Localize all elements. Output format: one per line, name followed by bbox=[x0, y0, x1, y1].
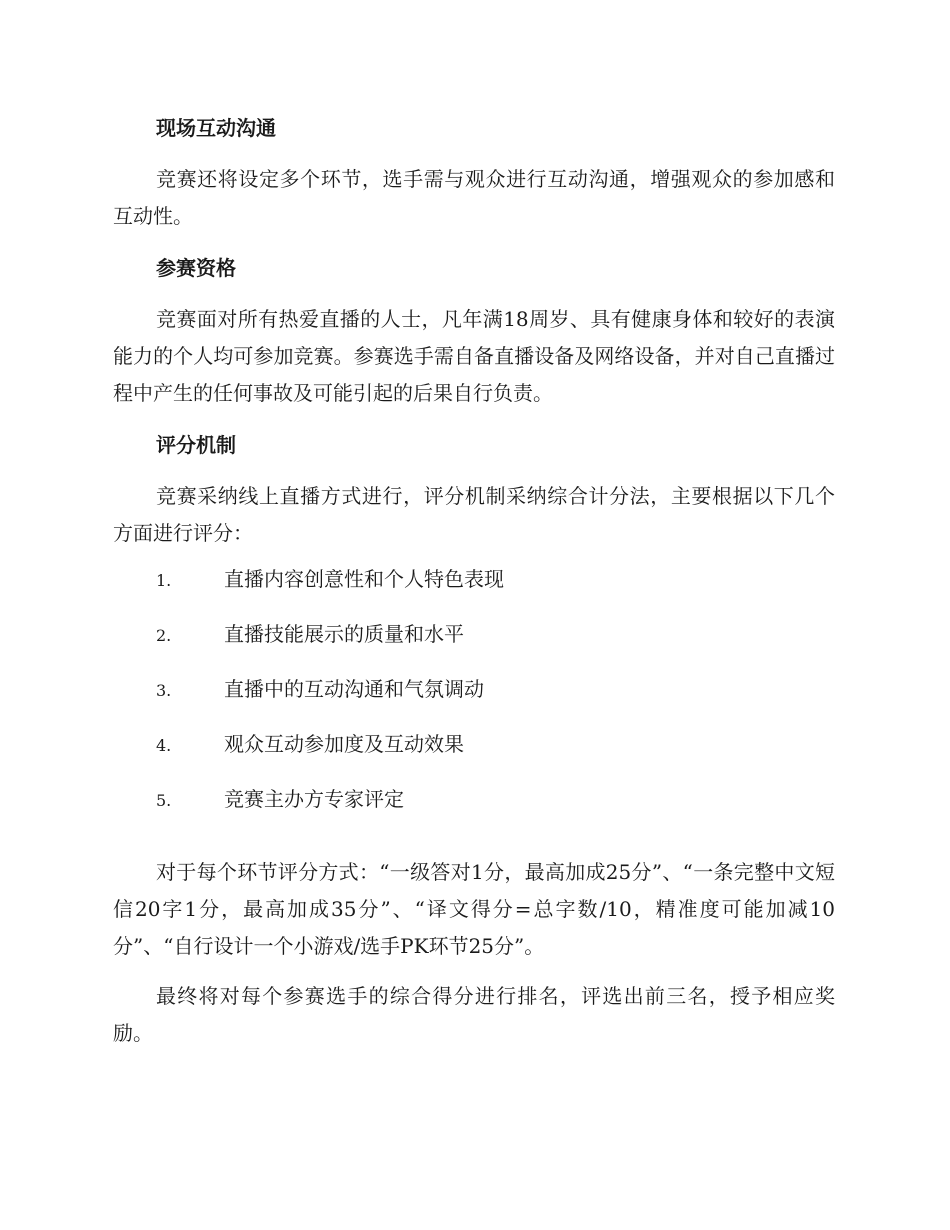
list-item-text: 直播内容创意性和个人特色表现 bbox=[224, 567, 504, 591]
list-item-text: 竞赛主办方专家评定 bbox=[224, 787, 404, 811]
list-item bbox=[113, 675, 835, 730]
list-item bbox=[113, 730, 835, 785]
list-item-number: 1. bbox=[156, 571, 172, 590]
list-item-number: 4. bbox=[156, 736, 172, 755]
section-paragraph-interaction: 竞赛还将设定多个环节，选手需与观众进行互动沟通，增强观众的参加感和互动性。 bbox=[113, 167, 835, 228]
list-item bbox=[113, 620, 835, 675]
list-item-number: 3. bbox=[156, 681, 172, 700]
document-page bbox=[113, 108, 835, 1065]
list-item bbox=[113, 785, 835, 840]
final-ranking-paragraph: 最终将对每个参赛选手的综合得分进行排名，评选出前三名，授予相应奖励。 bbox=[113, 984, 835, 1045]
list-item-text: 直播技能展示的质量和水平 bbox=[224, 622, 464, 646]
list-item-number: 2. bbox=[156, 626, 172, 645]
section-heading-eligibility: 参赛资格 bbox=[156, 256, 236, 280]
scoring-criteria-list bbox=[113, 565, 835, 840]
section-paragraph-scoring: 竞赛采纳线上直播方式进行，评分机制采纳综合计分法，主要根据以下几个方面进行评分： bbox=[113, 484, 835, 545]
section-paragraph-eligibility: 竞赛面对所有热爱直播的人士，凡年满18周岁、具有健康身体和较好的表演能力的个人均可参加竞赛。参赛选手需自备直播设备及网络设备，并对自己直播过程中产生的任何事故及可能引起的后果自行负责。 bbox=[113, 307, 835, 405]
list-item-number: 5. bbox=[156, 791, 172, 810]
list-item bbox=[113, 565, 835, 620]
list-item-text: 观众互动参加度及互动效果 bbox=[224, 732, 464, 756]
section-heading-interaction: 现场互动沟通 bbox=[156, 116, 276, 140]
scoring-method-paragraph: 对于每个环节评分方式：“一级答对1分，最高加成25分”、“一条完整中文短信20字1分，最高加成35分”、“译文得分=总字数/10，精准度可能加减10分”、“自行设计一个小游戏/选手PK环节25分”。 bbox=[113, 860, 835, 958]
list-item-text: 直播中的互动沟通和气氛调动 bbox=[224, 677, 484, 701]
section-heading-scoring: 评分机制 bbox=[156, 433, 236, 457]
